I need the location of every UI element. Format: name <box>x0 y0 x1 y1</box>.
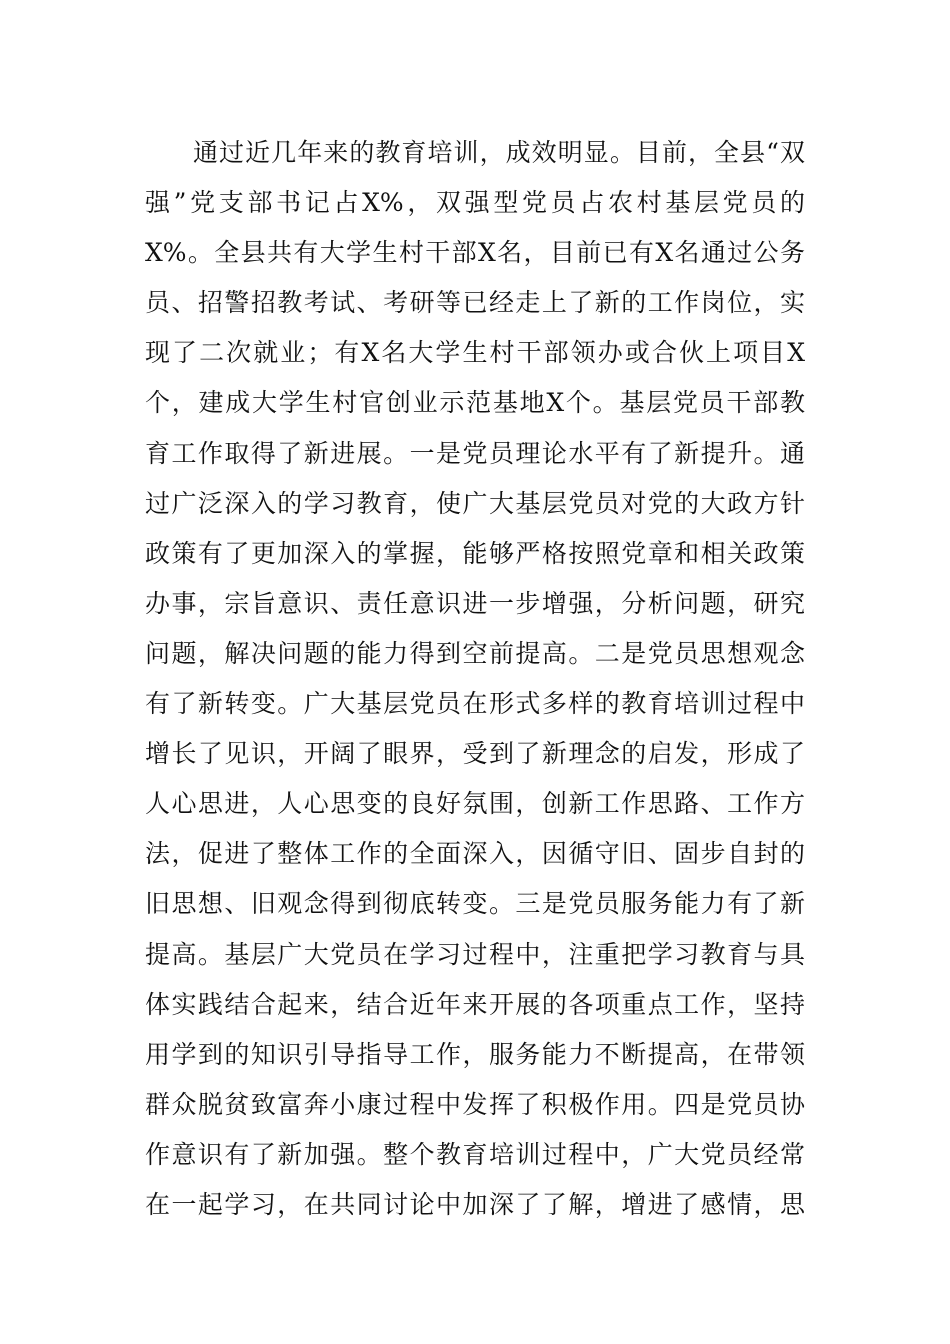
paragraph-line: 过广泛深入的学习教育，使广大基层党员对党的大政方针 <box>145 488 805 518</box>
paragraph-line: 体实践结合起来，结合近年来开展的各项重点工作，坚持 <box>145 989 805 1019</box>
paragraph-line: 旧思想、旧观念得到彻底转变。三是党员服务能力有了新 <box>145 889 805 919</box>
paragraph-line: 强”党支部书记占X%，双强型党员占农村基层党员的 <box>145 188 805 218</box>
paragraph-line: 问题，解决问题的能力得到空前提高。二是党员思想观念 <box>145 638 805 668</box>
paragraph-line: 用学到的知识引导指导工作，服务能力不断提高，在带领 <box>145 1039 805 1069</box>
paragraph-line: 提高。基层广大党员在学习过程中，注重把学习教育与具 <box>145 939 805 969</box>
paragraph-line: 个，建成大学生村官创业示范基地X个。基层党员干部教 <box>145 388 805 418</box>
paragraph-line: 育工作取得了新进展。一是党员理论水平有了新提升。通 <box>145 438 805 468</box>
paragraph-line: 政策有了更加深入的掌握，能够严格按照党章和相关政策 <box>145 538 805 568</box>
paragraph-line: 增长了见识，开阔了眼界，受到了新理念的启发，形成了 <box>145 739 805 769</box>
paragraph-line: 通过近几年来的教育培训，成效明显。目前，全县“双 <box>193 138 805 167</box>
paragraph-line: X%。全县共有大学生村干部X名，目前已有X名通过公务 <box>145 238 805 268</box>
paragraph-line: 法，促进了整体工作的全面深入，因循守旧、固步自封的 <box>145 839 805 869</box>
paragraph-line: 在一起学习，在共同讨论中加深了了解，增进了感情，思 <box>145 1189 805 1219</box>
paragraph-line: 作意识有了新加强。整个教育培训过程中，广大党员经常 <box>145 1139 805 1169</box>
body-paragraph <box>145 128 805 1230</box>
paragraph-line: 员、招警招教考试、考研等已经走上了新的工作岗位，实 <box>145 288 805 318</box>
paragraph-line: 现了二次就业；有X名大学生村干部领办或合伙上项目X <box>145 338 805 368</box>
paragraph-line: 有了新转变。广大基层党员在形式多样的教育培训过程中 <box>145 689 805 719</box>
paragraph-line: 办事，宗旨意识、责任意识进一步增强，分析问题，研究 <box>145 588 805 618</box>
paragraph-line: 群众脱贫致富奔小康过程中发挥了积极作用。四是党员协 <box>145 1089 805 1119</box>
paragraph-line: 人心思进，人心思变的良好氛围，创新工作思路、工作方 <box>145 789 805 819</box>
